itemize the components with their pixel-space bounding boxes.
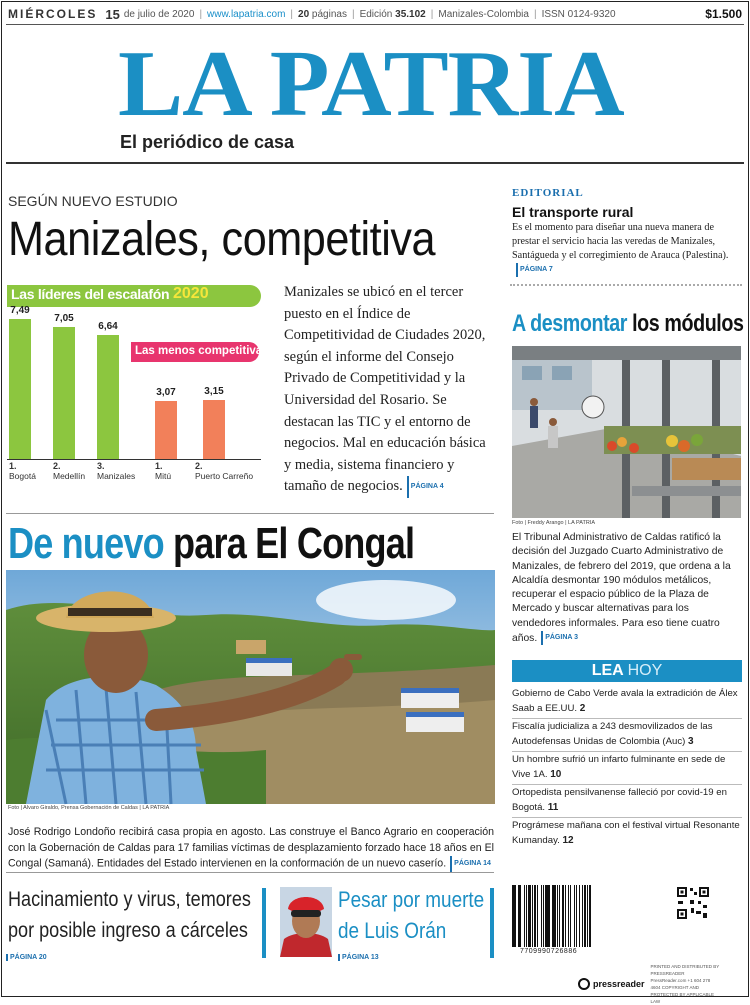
lea-item-text: Prográmese mañana con el festival virtual Resonante Kumanday.: [512, 820, 740, 846]
lea-item-text: Un hombre sufrió un infarto fulminante en sede de Vive 1A.: [512, 754, 726, 780]
masthead-title[interactable]: LA PATRIA: [118, 32, 624, 136]
lea-item[interactable]: [512, 785, 742, 818]
market-photo: [512, 346, 741, 518]
congal-body-text: José Rodrigo Londoño recibirá casa propia en agosto. Las construye el Banco Agrario en cooperación con la Gobernación de Caldas para 17 familias víctimas de desplazamiento forzado hace 18 años en El Congal (Samaná). Entidades del Estado intervienen en la conformación de un nuevo caserío.: [8, 826, 494, 870]
qr-code-icon: [676, 886, 710, 920]
editorial-body-text: Es el momento para diseñar una nueva manera de prestar el servicio hacia las veredas de Manizales, Santágueda y el corregimiento de Arauca (Palestina).: [512, 222, 729, 261]
lea-item-page: 10: [550, 768, 562, 780]
divider-bar-2: [490, 888, 494, 958]
lea-item[interactable]: [512, 686, 742, 719]
top-rule: [6, 24, 744, 25]
chart-category-label: 2. Medellín: [53, 461, 86, 481]
chart-baseline: [7, 459, 261, 460]
pressreader-logo-icon: [578, 978, 590, 990]
luis-oran-teaser[interactable]: [338, 884, 485, 946]
chart-subtitle-band: [131, 342, 269, 362]
lea-item-text: Ortopedista pensilvanense falleció por covid-19 en Bogotá.: [512, 787, 727, 813]
chart-bar: [53, 327, 75, 459]
lea-item[interactable]: [512, 719, 742, 752]
qr-code[interactable]: [676, 886, 710, 920]
masthead-rule: [6, 162, 744, 164]
prison-page-ref-wrap: [6, 949, 47, 967]
lea-item[interactable]: [512, 818, 742, 850]
prison-page-ref[interactable]: PÁGINA 20: [6, 954, 47, 961]
lead-body-text: Manizales se ubicó en el tercer puesto en el Índice de Competitividad de Ciudades 2020, según el informe del Consejo Privado de Competitividad y la Universidad del Rosario. Se destacan las TIC y el entorno de negocios. Mal en educación básica y media, sistema financiero y tamaño de negocios.: [284, 284, 486, 495]
chart-category-label: 1. Mitú: [155, 461, 172, 481]
chart-value-label: 6,64: [98, 320, 118, 332]
lea-title: LEA: [591, 662, 624, 679]
chart-category-label: 3. Manizales: [97, 461, 136, 481]
congal-photo: [6, 570, 495, 804]
chart-year: 2020: [173, 285, 209, 302]
modulos-headline[interactable]: [512, 310, 744, 338]
hoy-title: HOY: [627, 662, 663, 679]
cyclist-portrait-illustration: [280, 887, 332, 957]
lea-hoy-header: [512, 660, 742, 682]
chart-title: Las líderes del escalafón: [11, 286, 170, 302]
luis-oran-photo: [280, 887, 332, 957]
pressreader-notice: PRINTED AND DISTRIBUTED BY PRESSREADER PressReader.com +1 604 278 4604 COPYRIGHT AND PROTECTED BY APPLICABLE LAW: [650, 964, 720, 1004]
date-number: 15: [105, 6, 120, 22]
chart-bar: [9, 319, 31, 459]
congal-body: [8, 825, 494, 872]
lead-body: [284, 282, 494, 498]
chart-value-label: 3,07: [156, 387, 176, 399]
lead-headline[interactable]: Manizales, competitiva: [8, 213, 436, 266]
lea-item[interactable]: [512, 752, 742, 785]
pages-count: 20: [298, 8, 310, 20]
barcode: [512, 885, 662, 947]
chart-bar: [203, 400, 225, 459]
editorial-page-ref[interactable]: PÁGINA 7: [516, 263, 553, 277]
chart-value-label: 7,05: [54, 312, 74, 324]
weekday: MIÉRCOLES: [8, 7, 98, 21]
section-rule-1: [6, 513, 494, 514]
market-photo-credit: Foto | Freddy Arango | LA PATRIA: [512, 520, 596, 526]
lead-page-ref[interactable]: PÁGINA 4: [407, 476, 444, 498]
site-url-link[interactable]: www.lapatria.com: [207, 8, 286, 20]
luis-oran-line2: de Luis Orán: [338, 918, 447, 943]
modulos-headline-blue: A desmontar: [512, 310, 628, 337]
lea-hoy-list: [512, 686, 742, 850]
lea-item-page: 3: [688, 735, 694, 747]
luis-oran-ref-wrap: [338, 949, 379, 967]
issn-label: ISSN 0124-9320: [541, 8, 616, 20]
modulos-body-text: El Tribunal Administrativo de Caldas ratificó la decisión del Juzgado Cuarto Administrativo de Manizales, de febrero del 2019, que ordena a la Alcaldía desmontar 190 módulos metálicos, recuperar el espacio público de la Plaza de Mercado y buscar alternativas para los vendedores informales. Para eso tiene cuatro años.: [512, 532, 731, 644]
congal-photo-illustration: [6, 570, 495, 804]
congal-headline[interactable]: [8, 516, 414, 572]
chart-category-label: 2. Puerto Carreño: [195, 461, 254, 481]
luis-oran-page-ref[interactable]: PÁGINA 13: [338, 954, 379, 961]
prison-teaser-line2: por posible ingreso a cárceles: [8, 919, 248, 942]
editorial-headline[interactable]: El transporte rural: [512, 204, 634, 220]
market-photo-illustration: [512, 346, 741, 518]
chart-bar: [155, 401, 177, 459]
congal-headline-black: para El Congal: [173, 519, 415, 568]
edition-label: Edición: [359, 8, 393, 20]
prison-teaser[interactable]: [8, 884, 251, 946]
congal-headline-blue: De nuevo: [8, 519, 164, 568]
prison-teaser-line1: Hacinamiento y virus, temores: [8, 888, 251, 911]
congal-page-ref[interactable]: PÁGINA 14: [450, 856, 491, 872]
masthead-slogan: El periódico de casa: [120, 132, 295, 152]
pages-label: páginas: [311, 8, 347, 20]
lea-item-text: Fiscalía judicializa a 243 desmovilizados de las Autodefensas Unidas de Colombia (Auc): [512, 721, 713, 747]
lea-item-page: 11: [547, 801, 559, 813]
congal-photo-credit: Foto | Alvaro Giraldo, Prensa Gobernación de Caldas | LA PATRIA: [8, 805, 170, 811]
editorial-rule: [510, 284, 742, 286]
lea-item-page: 12: [562, 834, 574, 846]
barcode-number: 7709990726886: [520, 948, 578, 955]
modulos-headline-black: los módulos: [632, 310, 744, 337]
price-label: $1.500: [705, 7, 742, 21]
luis-oran-line1: Pesar por muerte: [338, 887, 485, 912]
chart-subtitle: Las menos competitivas: [135, 345, 269, 357]
city-label: Manizales-Colombia: [438, 8, 529, 20]
modulos-body: [512, 531, 742, 646]
competitiveness-chart: [7, 282, 269, 488]
chart-value-label: 3,15: [204, 385, 224, 397]
editorial-body: [512, 221, 740, 277]
lead-kicker: SEGÚN NUEVO ESTUDIO: [8, 193, 178, 209]
section-rule-2: [6, 872, 494, 873]
top-info-bar: MIÉRCOLES 15 de julio de 2020 | www.lapatria.com | 20 páginas | Edición 35.102 | Manizales-Colombia | ISSN 0124-9320 $1.500: [8, 6, 742, 22]
lea-item-text: Gobierno de Cabo Verde avala la extradición de Álex Saab a EE.UU.: [512, 688, 738, 714]
divider-bar-1: [262, 888, 266, 958]
chart-category-label: 1. Bogotá: [9, 461, 36, 481]
lea-item-page: 2: [579, 702, 586, 714]
edition-number: 35.102: [395, 8, 426, 20]
pressreader-badge[interactable]: [578, 964, 744, 1004]
chart-value-label: 7,49: [10, 304, 30, 316]
chart-bar: [97, 335, 119, 460]
pressreader-name: pressreader: [593, 979, 645, 989]
editorial-kicker: EDITORIAL: [512, 187, 584, 199]
modulos-page-ref[interactable]: PÁGINA 3: [541, 631, 578, 645]
date-text: de julio de 2020: [123, 8, 195, 20]
